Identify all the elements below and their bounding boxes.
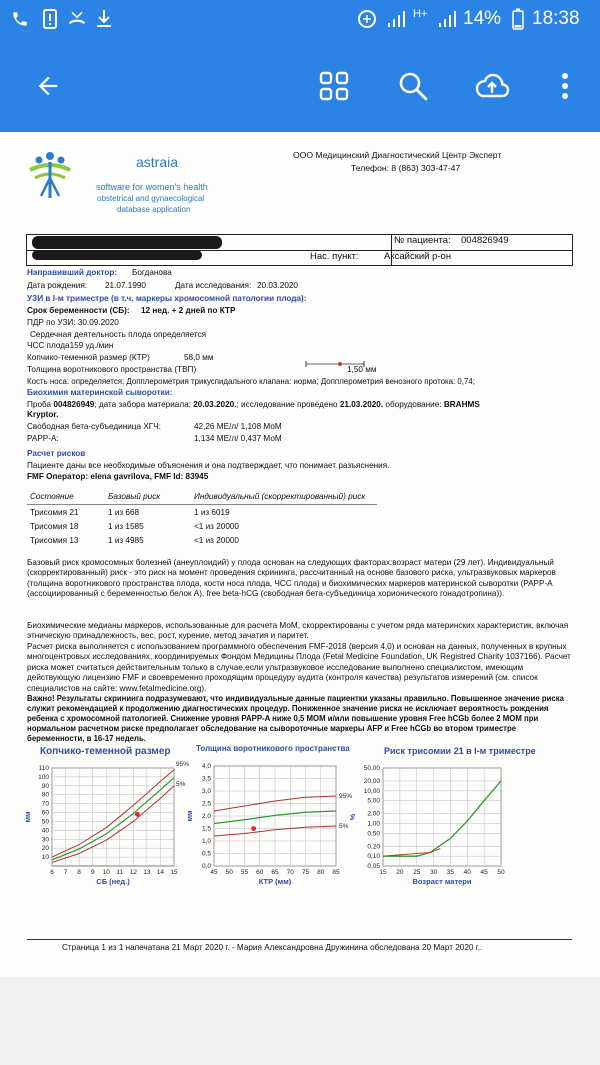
- equipment-label: оборудование:: [385, 400, 442, 409]
- y-tick-label: 20,00: [363, 777, 380, 785]
- risk-header-condition: Состояние: [30, 492, 74, 501]
- y-tick-label: 5,00: [367, 797, 380, 805]
- heart-activity: Сердечная деятельность плода определяется: [30, 330, 207, 339]
- y-tick-label: 3,5: [201, 775, 211, 783]
- risk-row-0-base: 1 из 668: [108, 508, 140, 517]
- y-tick-label: 10: [41, 854, 49, 862]
- x-tick-label: 55: [240, 869, 249, 876]
- x-tick-label: 50: [497, 869, 505, 876]
- y-tick-label: 1,0: [201, 838, 211, 845]
- plot-frame: [52, 768, 174, 866]
- y-tick-label: 20: [41, 845, 49, 853]
- y-tick-label: 10,00: [363, 787, 380, 795]
- footer-text: Страница 1 из 1 напечатана 21 Март 2020 г. - Мария Александровна Дружинина обследована 20 Март 2020 г..: [62, 943, 483, 952]
- y-tick-label: 60: [41, 809, 49, 817]
- risk-row-2-base: 1 из 4985: [108, 536, 144, 545]
- note-medians: Биохимические медианы маркеров, использованные для расчета МоМ, скорректированы с учетом ряда материнских характеристик, включая этническую принадлежность, вес, рост, курение, метод зачатия и паритет.: [27, 621, 569, 641]
- more-options-button[interactable]: [543, 64, 587, 108]
- battery-icon: [510, 8, 526, 30]
- astraia-logo-icon: [26, 148, 74, 200]
- risk-row-2-individual: <1 из 20000: [194, 536, 239, 545]
- x-tick-label: 65: [271, 869, 279, 876]
- signal-icon-2: [436, 8, 458, 30]
- missed-call-icon: [66, 8, 88, 30]
- y-tick-label: 0,0: [201, 863, 211, 870]
- referrer-label: Направивший доктор:: [27, 268, 118, 277]
- risk-curve: [383, 781, 501, 856]
- upload-button[interactable]: [470, 64, 514, 108]
- chart-nt: [185, 763, 352, 886]
- y-tick-label: 0,20: [367, 843, 380, 851]
- risk-row-1-base: 1 из 1585: [108, 522, 144, 531]
- y-tick-label: 1,5: [201, 825, 211, 833]
- pct-95-label: 95%: [339, 793, 353, 800]
- pappa-label: PAPP-A:: [27, 434, 59, 443]
- series-line-5: [52, 786, 174, 863]
- x-tick-label: 45: [480, 869, 488, 876]
- chart-nt-title: Толщина воротникового пространства: [196, 744, 350, 753]
- y-tick-label: 0,5: [201, 850, 211, 858]
- y-tick-label: 90: [41, 782, 49, 790]
- y-tick-label: 0,05: [367, 863, 380, 870]
- crl-range-indicator: [305, 354, 365, 360]
- chart-t21: [348, 765, 505, 886]
- pct-5-label: 5%: [339, 823, 349, 830]
- hcg-value: 42,26 МЕ/л/ 1,108 МоМ: [194, 422, 282, 431]
- x-tick-label: 20: [396, 869, 404, 876]
- y-tick-label: 0,10: [367, 853, 380, 861]
- logo-tagline-3: database application: [117, 205, 191, 214]
- x-tick-label: 8: [77, 869, 81, 876]
- app-bar: [0, 38, 600, 132]
- y-tick-label: 110: [38, 765, 49, 772]
- x-tick-label: 35: [446, 869, 455, 876]
- x-tick-label: 75: [301, 869, 310, 876]
- x-tick-label: 6: [50, 869, 54, 876]
- series-line-95: [52, 770, 174, 857]
- chart-t21-title: Риск трисомии 21 в I-м триместре: [384, 746, 536, 756]
- x-tick-label: 50: [225, 869, 233, 876]
- x-tick-label: 25: [413, 869, 421, 876]
- crl-value: 58,0 мм: [184, 353, 214, 362]
- risk-header-individual: Индивидуальный (скорректированный) риск: [194, 492, 366, 501]
- bottom-area: [0, 977, 600, 1065]
- logo-tagline-2: obstetrical and gynaecological: [97, 194, 205, 203]
- risk-row-2-condition: Трисомия 13: [30, 536, 79, 545]
- x-axis-label: Возраст матери: [412, 877, 472, 886]
- patient-id-value: 004826949: [461, 235, 509, 246]
- sample-line-1: [27, 400, 480, 410]
- x-tick-label: 11: [116, 869, 124, 876]
- risk-table-divider: [27, 504, 377, 505]
- logo-tagline-1: software for women's health: [96, 182, 208, 192]
- risk-header-base: Базовый риск: [108, 492, 161, 501]
- sample-date: 20.03.2020.: [193, 400, 237, 409]
- battery-percent: 14%: [463, 8, 502, 29]
- logo-name: astraia: [136, 154, 179, 170]
- network-type: H+: [413, 8, 428, 20]
- x-tick-label: 15: [379, 869, 387, 876]
- y-tick-label: 80: [41, 791, 49, 799]
- x-tick-label: 60: [256, 869, 264, 876]
- consent-text: Пациенте даны все необходимые объяснения и она подтверждает, что понимает разъяснения.: [27, 461, 390, 470]
- download-icon: [94, 8, 114, 30]
- referrer-value: Богданова: [132, 268, 172, 277]
- sample-label: Проба: [27, 400, 52, 409]
- search-button[interactable]: [391, 64, 435, 108]
- cloud-upload-icon: [474, 71, 510, 101]
- chart-crl-title: Копчико-теменной размер: [40, 746, 171, 757]
- edd: ПДР по УЗИ: 30.09.2020: [27, 318, 119, 327]
- y-tick-label: 100: [38, 773, 49, 781]
- crl-label: Копчико-теменной размер (КТР): [27, 353, 150, 362]
- back-button[interactable]: [26, 64, 70, 108]
- pappa-value: 1,134 МЕ/л/ 0,437 МоМ: [194, 434, 282, 443]
- hcg-label: Свободная бета-субъединица ХГЧ:: [27, 422, 161, 431]
- x-tick-label: 45: [210, 869, 218, 876]
- footer-divider: [27, 939, 572, 940]
- x-tick-label: 7: [63, 869, 68, 876]
- patient-id-label: № пациента:: [394, 235, 451, 246]
- fhr: ЧСС плода159 уд./мин: [27, 341, 114, 350]
- y-tick-label: 30: [41, 836, 49, 844]
- y-tick-label: 1,00: [367, 820, 380, 828]
- plot-frame: [383, 768, 501, 866]
- y-axis-label: %: [348, 813, 357, 821]
- x-tick-label: 13: [143, 869, 151, 876]
- equipment-1: BRAHMS: [443, 400, 480, 409]
- y-tick-label: 50,00: [363, 765, 380, 772]
- x-axis-label: СБ (нед.): [96, 877, 130, 886]
- dob-value: 21.07.1990: [105, 281, 146, 290]
- y-tick-label: 4,0: [201, 763, 211, 770]
- x-tick-label: 70: [286, 869, 294, 876]
- risk-heading: Расчет рисков: [27, 449, 86, 458]
- x-tick-label: 10: [102, 869, 110, 876]
- fmf-operator: FMF Оператор: elena gavrilova, FMF Id: 83945: [27, 472, 209, 481]
- ga-value: 12 нед. + 2 дней по КТР: [141, 306, 236, 315]
- median-line: [52, 778, 174, 860]
- ultrasound-heading: УЗИ в I-м триместре (в т.ч. маркеры хромосомной патологии плода):: [27, 294, 307, 303]
- clinic-name: ООО Медицинский Диагностический Центр Эксперт: [293, 150, 502, 160]
- sample-id: 004826949: [53, 400, 95, 409]
- arrow-left-icon: [34, 72, 62, 100]
- clock: 18:38: [532, 8, 580, 29]
- y-axis-label: мм: [185, 810, 194, 822]
- sample-mid2: ; исследование проведено: [236, 400, 338, 409]
- signal-icon-1: [385, 8, 407, 30]
- y-tick-label: 3,0: [201, 788, 211, 795]
- biochem-heading: Биохимия материнской сыворотки:: [27, 388, 173, 397]
- sample-mid: ; дата забора материала:: [94, 400, 191, 409]
- equipment-2: Kryptor.: [27, 410, 59, 419]
- nasal-bone: Кость носа: определяется; Допплерометрия трикуспидального клапана: норма; Допплерометрия венозного протока: 0,74;: [27, 377, 475, 386]
- search-icon: [397, 70, 429, 102]
- x-tick-label: 9: [90, 869, 95, 876]
- patient-point: [251, 826, 256, 831]
- pct-5-label: 5%: [176, 780, 186, 788]
- test-date: 21.03.2020.: [339, 400, 384, 409]
- more-vert-icon: [561, 72, 569, 100]
- note-base-risk: Базовый риск хромосомных болезней (анеуплоидий) у плода основан на следующих факторах:возраст матери (29 лет). Индивидуальный (скорректированный) риск - это риск на момент проведения скрининга, рассчитанный на основе базового риска, ультразвуковых маркеров (толщина воротникового пространства плода, кости носа плода, ЧСС плода) и биохимических маркеров материнской сыворотки (PAPP-A (ассоциированный с беременностью белок А), free beta-hCG (свободная бета-субъединица хорионического гонадотропина)).: [27, 558, 556, 599]
- risk-row-0-condition: Трисомия 21: [30, 508, 79, 517]
- place-value: Аксайский р-он: [384, 251, 452, 262]
- note-software: Расчет риска выполняется с использованием программного обеспечения FMF-2018 (версия 4,0) и основан на данных, полученных в крупных многоцентровых исследованиях, координируемых Фондом Медицины Плода (Fetal Medicine Foundation, UK Registred Charity 1037166). Расчет риска может считаться действительным только в случае,если ультразвуковое исследование выполнено специалистом, имеющим действующую лицензию FMF и своевременно проходящим процедуру аудита (контроля качества) результатов измерений (см. список специалистов на сайте: www.fetalmedicine.org).: [27, 642, 571, 693]
- x-tick-label: 40: [463, 869, 471, 876]
- patient-risk-line: [383, 849, 440, 857]
- y-axis-label: мм: [23, 811, 32, 823]
- phone-icon: [10, 8, 30, 30]
- pct-95-label: 95%: [176, 760, 190, 768]
- charts-svg: [0, 756, 600, 896]
- y-tick-label: 2,00: [367, 810, 380, 818]
- patient-point: [135, 812, 140, 817]
- risk-row-0-individual: 1 из 6019: [194, 508, 230, 517]
- status-bar: [0, 0, 600, 38]
- x-tick-label: 80: [317, 869, 325, 876]
- grid-view-button[interactable]: [312, 64, 356, 108]
- x-tick-label: 30: [429, 869, 438, 876]
- y-tick-label: 0,50: [367, 830, 380, 838]
- nt-label: Толщина воротникового пространства (ТВП): [27, 365, 197, 374]
- ga-label: Срок беременности (СБ):: [27, 306, 130, 315]
- x-tick-label: 12: [129, 869, 137, 876]
- redacted-name: [32, 236, 222, 249]
- x-tick-label: 14: [156, 869, 165, 876]
- note-important: Важно! Результаты скрининга подразумевают, что индивидуальные данные пациентки указаны правильно. Повышенное значение риска служит рекомендацией к продолжению диагностических процедур. Пониженное значение риска не исключает вероятность рождения ребенка с хромосомной патологией. Снижение уровня PAPP-A ниже 0,5 МОМ и/или повышение уровня Free hCGb более 2 МОМ при нормальном расчетном риске предполагает обследование на сывороточные маркеры AFP и Free hCGb во втором триместре беременности, в 16-17 недель.: [27, 694, 564, 743]
- redacted-address: [32, 250, 202, 260]
- x-tick-label: 85: [332, 869, 340, 876]
- document-page: [0, 132, 600, 977]
- clinic-phone: Телефон: 8 (863) 303-47-47: [351, 163, 461, 173]
- y-tick-label: 2,0: [201, 813, 211, 820]
- chart-crl: [23, 761, 189, 886]
- grid-icon: [318, 70, 350, 102]
- y-tick-label: 40: [41, 827, 49, 835]
- vpn-icon: [356, 8, 378, 30]
- alert-icon: [40, 8, 60, 30]
- y-tick-label: 70: [41, 800, 49, 808]
- risk-row-1-individual: <1 из 20000: [194, 522, 239, 531]
- x-tick-label: 15: [170, 869, 178, 876]
- x-axis-label: КТР (мм): [258, 877, 292, 886]
- risk-row-1-condition: Трисомия 18: [30, 522, 79, 531]
- exam-date-value: 20.03.2020: [257, 281, 298, 290]
- place-label: Нас. пункт:: [310, 251, 359, 262]
- nt-value: 1,50 мм: [347, 365, 377, 374]
- exam-date-label: Дата исследования:: [175, 281, 252, 290]
- y-tick-label: 2,5: [201, 800, 211, 808]
- dob-label: Дата рождения:: [27, 281, 88, 290]
- y-tick-label: 50: [41, 818, 49, 826]
